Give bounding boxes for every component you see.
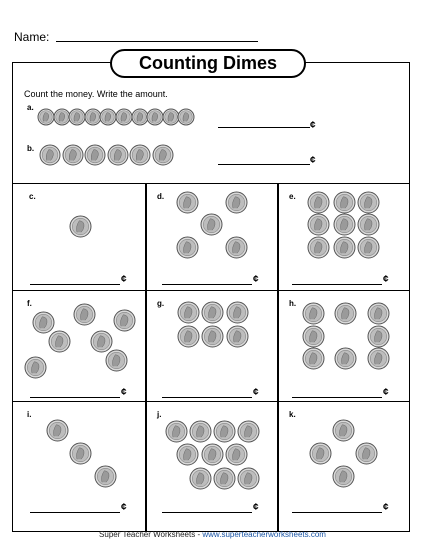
cent-sign-k: ¢ [383, 502, 389, 513]
page-title: Counting Dimes [110, 49, 306, 78]
dime-coin-icon [176, 191, 199, 214]
cent-sign-b: ¢ [310, 155, 316, 166]
cent-sign-a: ¢ [310, 120, 316, 131]
dime-coin-icon [225, 236, 248, 259]
problem-label-h: h. [289, 299, 297, 308]
dime-coin-icon [333, 191, 356, 214]
dime-coin-icon [177, 301, 200, 324]
problem-label-f: f. [27, 299, 32, 308]
cent-sign-d: ¢ [253, 274, 259, 285]
dime-coin-icon [176, 236, 199, 259]
problem-label-e: e. [289, 192, 296, 201]
dime-coin-icon [333, 213, 356, 236]
dime-coin-icon [46, 419, 69, 442]
dime-coin-icon [177, 108, 195, 126]
dime-coin-icon [225, 191, 248, 214]
dime-coin-icon [107, 144, 129, 166]
dime-coin-icon [201, 443, 224, 466]
answer-line-j[interactable] [162, 503, 252, 513]
cent-sign-j: ¢ [253, 502, 259, 513]
dime-coin-icon [357, 191, 380, 214]
dime-coin-icon [24, 356, 47, 379]
answer-line-a[interactable] [218, 118, 310, 128]
name-line[interactable] [56, 41, 258, 42]
dime-coin-icon [302, 347, 325, 370]
dime-coin-icon [177, 325, 200, 348]
problem-label-c: c. [29, 192, 36, 201]
cent-sign-g: ¢ [253, 387, 259, 398]
dime-coin-icon [176, 443, 199, 466]
answer-line-g[interactable] [162, 388, 252, 398]
dime-coin-icon [84, 144, 106, 166]
cent-sign-f: ¢ [121, 387, 127, 398]
dime-coin-icon [62, 144, 84, 166]
dime-coin-icon [237, 467, 260, 490]
footer-publisher: Super Teacher Worksheets - [99, 530, 203, 539]
dime-coin-icon [226, 325, 249, 348]
dime-coin-icon [69, 215, 92, 238]
problem-label-j: j. [157, 410, 162, 419]
dime-coin-icon [307, 213, 330, 236]
dime-coin-icon [201, 301, 224, 324]
dime-coin-icon [355, 442, 378, 465]
dime-coin-icon [213, 420, 236, 443]
cent-sign-i: ¢ [121, 502, 127, 513]
dime-coin-icon [357, 236, 380, 259]
cent-sign-e: ¢ [383, 274, 389, 285]
name-label: Name: [14, 30, 50, 44]
dime-coin-icon [94, 465, 117, 488]
footer [0, 530, 425, 539]
problem-label-i: i. [27, 410, 32, 419]
dime-coin-icon [333, 236, 356, 259]
dime-coin-icon [105, 349, 128, 372]
dime-coin-icon [213, 467, 236, 490]
dime-coin-icon [113, 309, 136, 332]
answer-line-i[interactable] [30, 503, 120, 513]
dime-coin-icon [309, 442, 332, 465]
dime-coin-icon [39, 144, 61, 166]
dime-coin-icon [307, 236, 330, 259]
instructions: Count the money. Write the amount. [24, 89, 168, 99]
dime-coin-icon [367, 347, 390, 370]
problem-label-b: b. [27, 144, 35, 153]
dime-coin-icon [302, 325, 325, 348]
dime-coin-icon [189, 420, 212, 443]
dime-coin-icon [200, 213, 223, 236]
dime-coin-icon [334, 347, 357, 370]
dime-coin-icon [302, 302, 325, 325]
answer-line-f[interactable] [30, 388, 120, 398]
answer-line-e[interactable] [292, 275, 382, 285]
cent-sign-h: ¢ [383, 387, 389, 398]
dime-coin-icon [73, 303, 96, 326]
answer-line-b[interactable] [218, 155, 310, 165]
problem-label-k: k. [289, 410, 296, 419]
dime-coin-icon [201, 325, 224, 348]
problem-label-g: g. [157, 299, 165, 308]
footer-url-link[interactable]: www.superteacherworksheets.com [202, 530, 326, 539]
dime-coin-icon [367, 302, 390, 325]
dime-coin-icon [334, 302, 357, 325]
dime-coin-icon [357, 213, 380, 236]
answer-line-c[interactable] [30, 275, 120, 285]
dime-coin-icon [189, 467, 212, 490]
dime-coin-icon [129, 144, 151, 166]
dime-coin-icon [237, 420, 260, 443]
dime-coin-icon [332, 465, 355, 488]
answer-line-k[interactable] [292, 503, 382, 513]
problem-label-d: d. [157, 192, 165, 201]
dime-coin-icon [226, 301, 249, 324]
dime-coin-icon [48, 330, 71, 353]
dime-coin-icon [152, 144, 174, 166]
dime-coin-icon [332, 419, 355, 442]
dime-coin-icon [367, 325, 390, 348]
answer-line-d[interactable] [162, 275, 252, 285]
dime-coin-icon [69, 442, 92, 465]
dime-coin-icon [225, 443, 248, 466]
answer-line-h[interactable] [292, 388, 382, 398]
cent-sign-c: ¢ [121, 274, 127, 285]
problem-label-a: a. [27, 103, 34, 112]
dime-coin-icon [307, 191, 330, 214]
dime-coin-icon [165, 420, 188, 443]
